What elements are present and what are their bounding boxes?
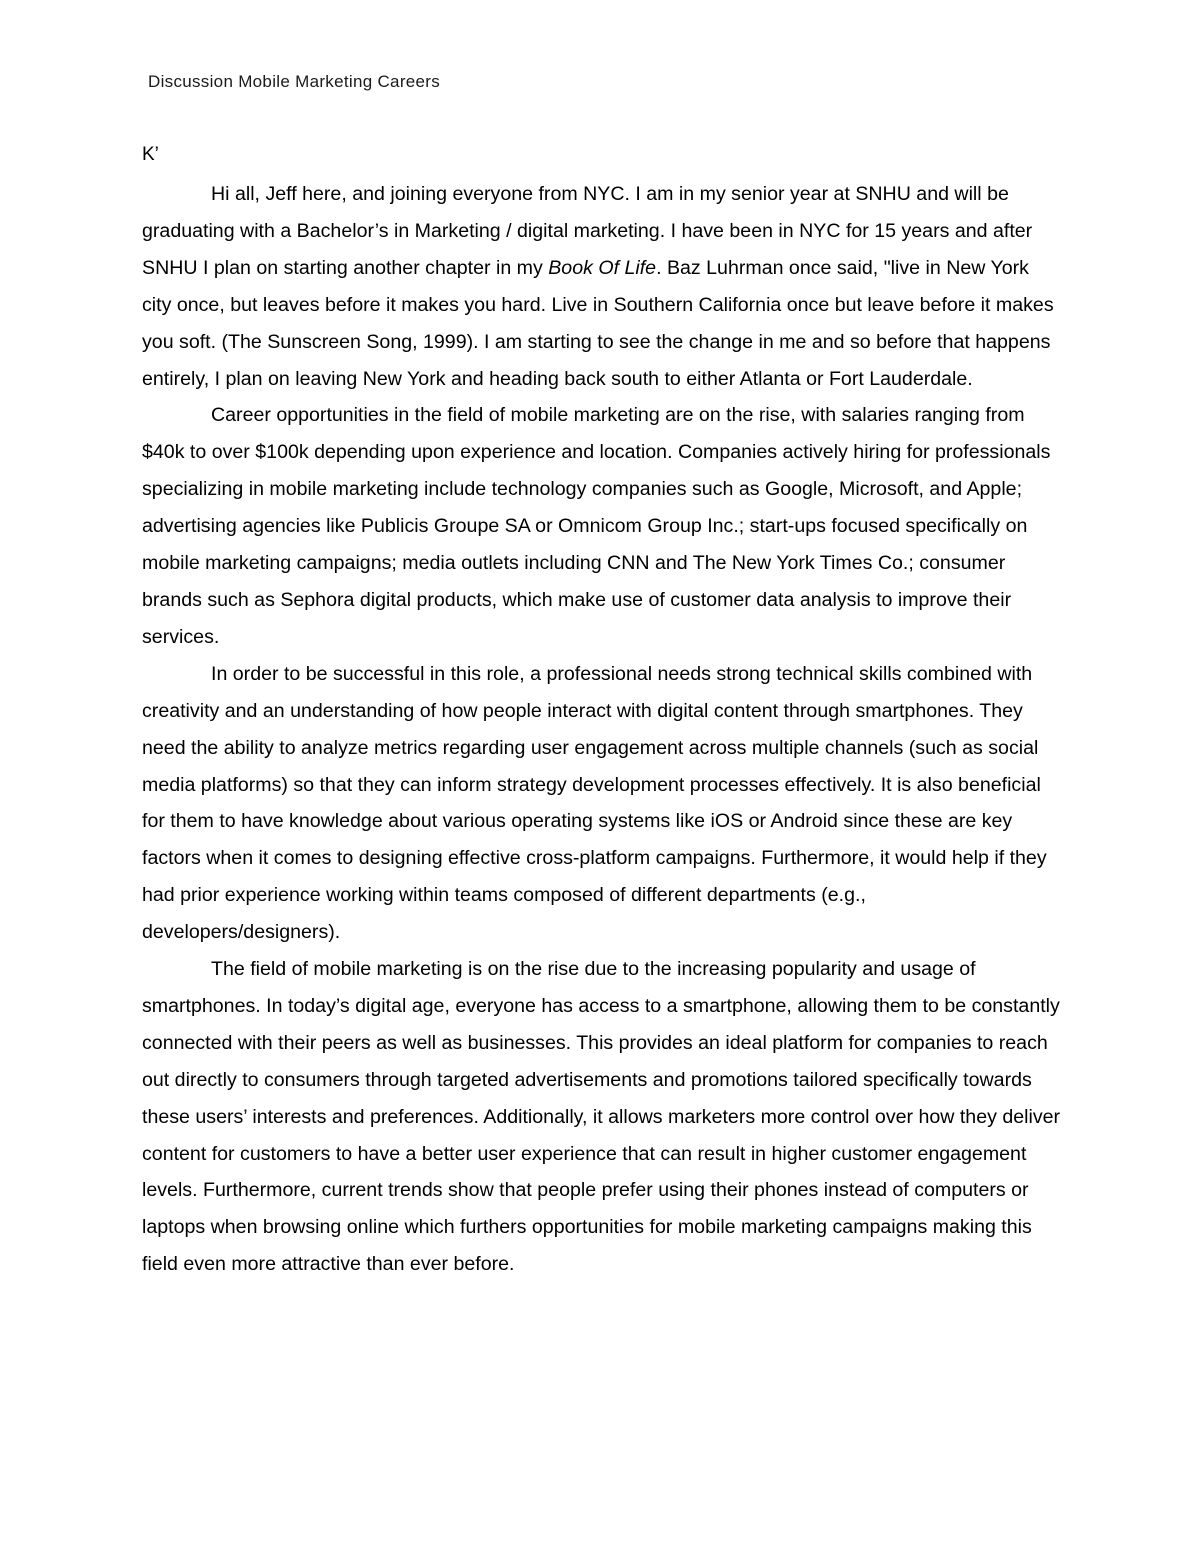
paragraph-introduction	[142, 176, 1062, 397]
page-header: Discussion Mobile Marketing Careers	[148, 72, 441, 91]
intro-text-end: . Baz Luhrman once said, "live in New York city once, but leaves before it makes you hard. Live in Southern California once but leave before it makes you soft. (The Sunscreen Song, 1999). I am starting to see the change in me and so before that happens entirely, I plan on leaving New York and heading back south to either Atlanta or Fort Lauderdale.	[142, 256, 1054, 390]
paragraph-career-opportunities: Career opportunities in the field of mobile marketing are on the rise, with salaries ranging from $40k to over $100k depending upon experience and location. Companies actively hiring for professionals specializing in mobile marketing include technology companies such as Google, Microsoft, and Apple; advertising agencies like Publicis Groupe SA or Omnicom Group Inc.; start-ups focused specifically on mobile marketing campaigns; media outlets including CNN and The New York Times Co.; consumer brands such as Sephora digital products, which make use of customer data analysis to improve their services.	[142, 404, 1051, 648]
paragraph-field-growth: The field of mobile marketing is on the rise due to the increasing popularity and usage of smartphones. In today’s digital age, everyone has access to a smartphone, allowing them to be constantly connected with their peers as well as businesses. This provides an ideal platform for companies to reach out directly to consumers through targeted advertisements and promotions tailored specifically towards these users’ interests and preferences. Additionally, it allows marketers more control over how they deliver content for customers to have a better user experience that can result in higher customer engagement levels. Furthermore, current trends show that people prefer using their phones instead of computers or laptops when browsing online which furthers opportunities for mobile marketing campaigns making this field even more attractive than ever before.	[142, 958, 1061, 1276]
paragraph-skills: In order to be successful in this role, a professional needs strong technical skills combined with creativity and an understanding of how people interact with digital content through smartphones. They need the ability to analyze metrics regarding user engagement across multiple channels (such as social media platforms) so that they can inform strategy development processes effectively. It is also beneficial for them to have knowledge about various operating systems like iOS or Android since these are key factors when it comes to designing effective cross-platform campaigns. Furthermore, it would help if they had prior experience working within teams composed of different departments (e.g., developers/designers).	[142, 662, 1047, 944]
author-initial: K’	[142, 144, 159, 165]
intro-text-start: Hi all, Jeff here, and joining everyone from NYC. I am in my senior year at SNHU and will be graduating with a Bachelor’s in Marketing / digital marketing. I have been in NYC for 15 years and after SNHU I plan on starting another chapter in my	[142, 183, 1033, 279]
document-body	[142, 176, 1062, 1283]
book-title: Book Of Life	[548, 256, 657, 279]
